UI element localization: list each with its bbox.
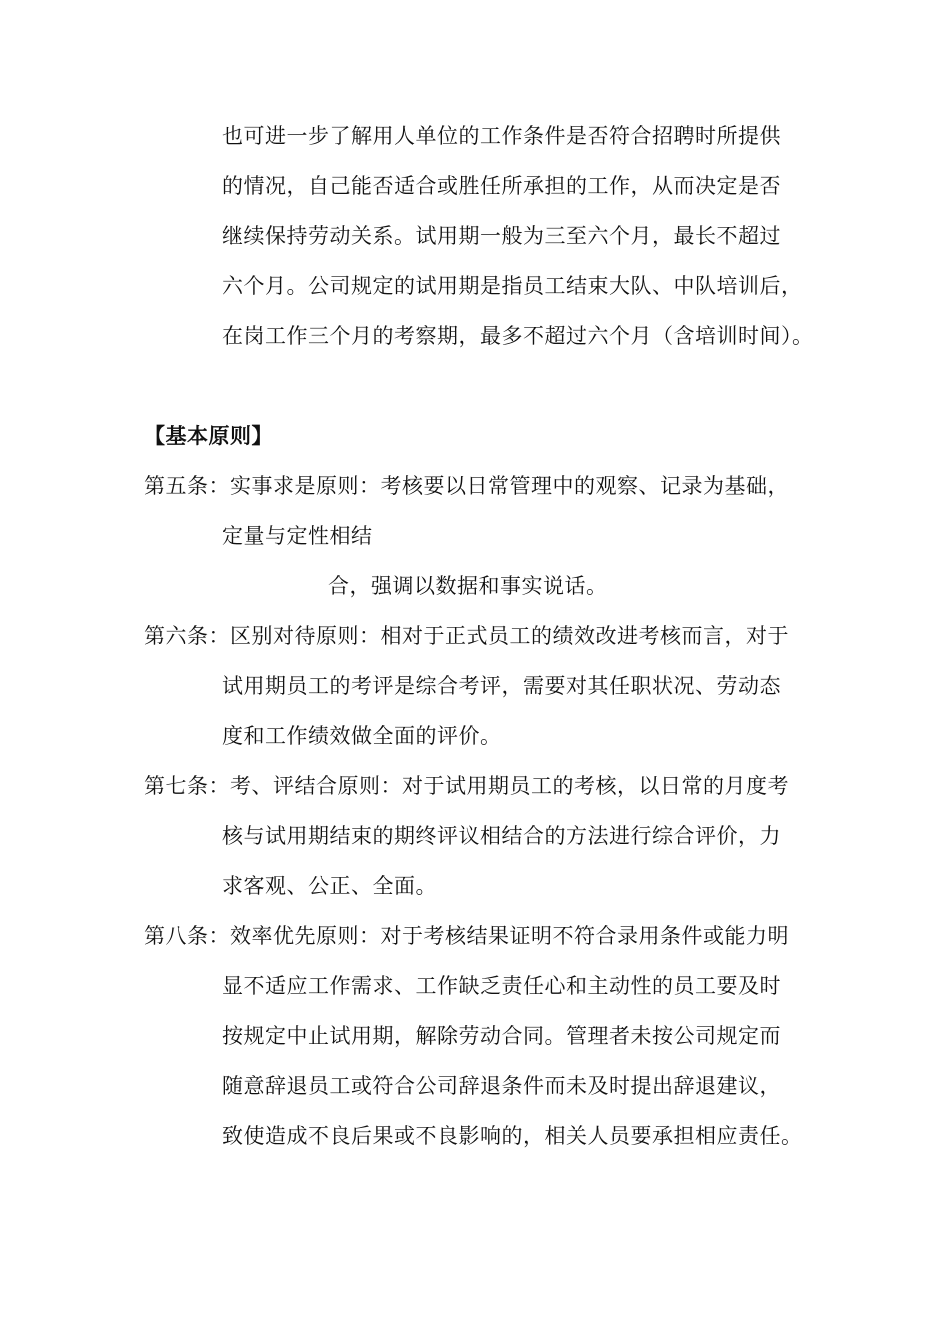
article-7-line-2: 核与试用期结束的期终评议相结合的方法进行综合评价，力 bbox=[222, 824, 781, 848]
section-title: 【基本原则】 bbox=[144, 424, 273, 448]
article-8-line-1: 第八条：效率优先原则：对于考核结果证明不符合录用条件或能力明 bbox=[144, 924, 789, 948]
article-5-line-2: 定量与定性相结 bbox=[222, 524, 373, 548]
article-6-line-3: 度和工作绩效做全面的评价。 bbox=[222, 724, 502, 748]
article-7-line-1: 第七条：考、评结合原则：对于试用期员工的考核，以日常的月度考 bbox=[144, 774, 789, 798]
article-5-line-1: 第五条：实事求是原则：考核要以日常管理中的观察、记录为基础， bbox=[144, 474, 789, 498]
intro-line-1: 也可进一步了解用人单位的工作条件是否符合招聘时所提供 bbox=[222, 124, 781, 148]
article-6-line-2: 试用期员工的考评是综合考评，需要对其任职状况、劳动态 bbox=[222, 674, 781, 698]
article-6-line-1: 第六条：区别对待原则：相对于正式员工的绩效改进考核而言，对于 bbox=[144, 624, 789, 648]
article-8-line-4: 随意辞退员工或符合公司辞退条件而未及时提出辞退建议， bbox=[222, 1074, 781, 1098]
article-8-line-2: 显不适应工作需求、工作缺乏责任心和主动性的员工要及时 bbox=[222, 974, 781, 998]
article-8-line-5: 致使造成不良后果或不良影响的，相关人员要承担相应责任。 bbox=[222, 1124, 803, 1148]
intro-line-5: 在岗工作三个月的考察期，最多不超过六个月（含培训时间）。 bbox=[222, 324, 814, 348]
article-7-line-3: 求客观、公正、全面。 bbox=[222, 874, 437, 898]
intro-line-4: 六个月。公司规定的试用期是指员工结束大队、中队培训后， bbox=[222, 274, 803, 298]
article-5-line-3: 合，强调以数据和事实说话。 bbox=[328, 574, 608, 598]
intro-line-3: 继续保持劳动关系。试用期一般为三至六个月，最长不超过 bbox=[222, 224, 781, 248]
intro-line-2: 的情况，自己能否适合或胜任所承担的工作，从而决定是否 bbox=[222, 174, 781, 198]
article-8-line-3: 按规定中止试用期，解除劳动合同。管理者未按公司规定而 bbox=[222, 1024, 781, 1048]
